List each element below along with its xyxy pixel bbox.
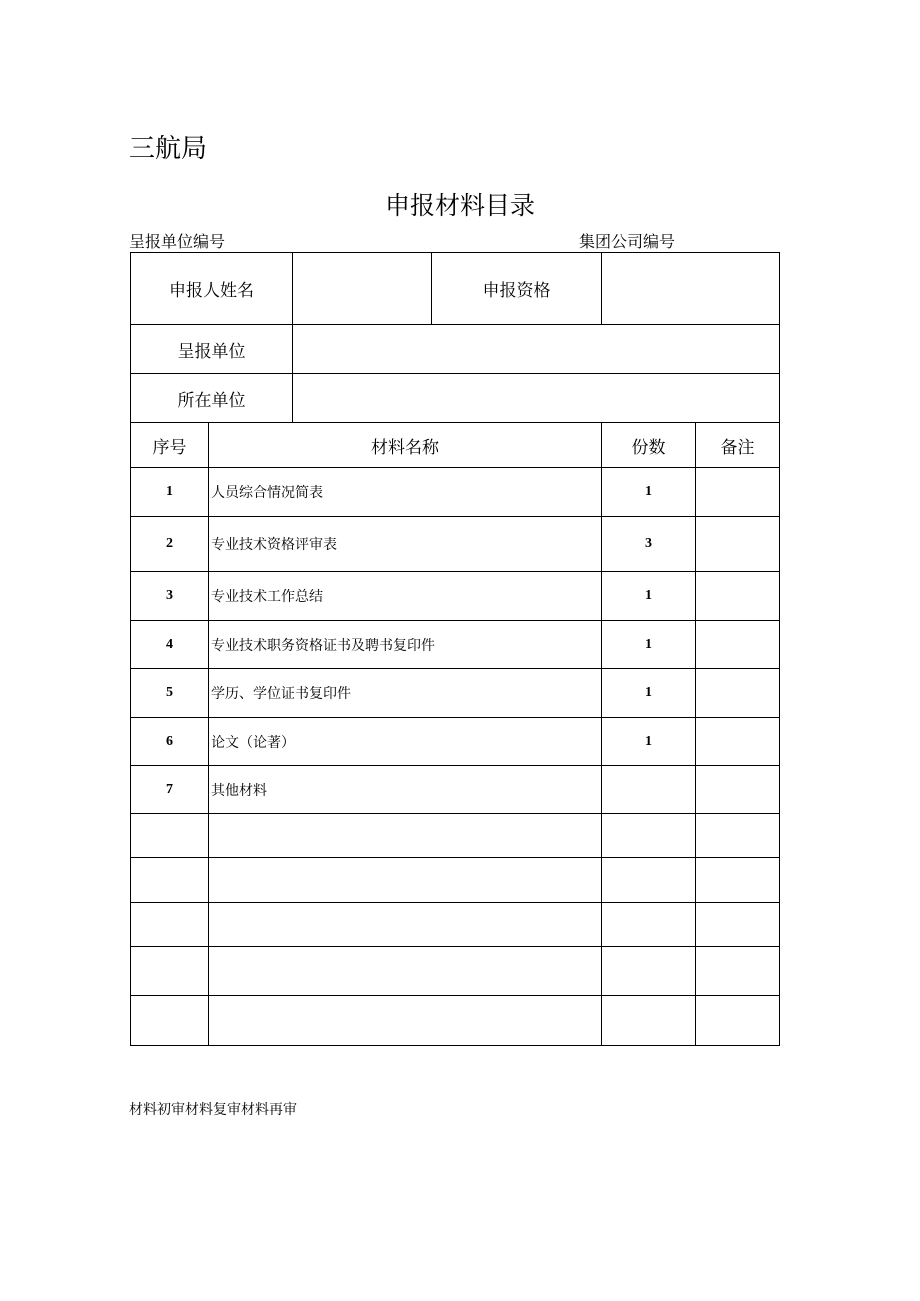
row-seq[interactable]	[131, 947, 208, 995]
review-footer-text: 材料初审材料复审材料再审	[129, 1102, 297, 1118]
row-copies[interactable]	[602, 996, 695, 1045]
row-seq: 6	[166, 733, 173, 749]
row-seq[interactable]	[131, 996, 208, 1045]
row-remark[interactable]	[696, 903, 779, 946]
row-remark[interactable]	[696, 572, 779, 620]
row-remark[interactable]	[696, 947, 779, 995]
row-material-name[interactable]	[209, 903, 601, 946]
row-remark[interactable]	[696, 858, 779, 902]
row-material-name: 其他材料	[211, 782, 267, 799]
qualification-label: 申报资格	[482, 281, 551, 301]
row-copies[interactable]	[602, 814, 695, 857]
row-copies: 1	[645, 733, 652, 749]
submit-unit-label: 呈报单位	[177, 341, 246, 362]
row-copies[interactable]	[602, 903, 695, 946]
row-material-name: 专业技术资格评审表	[211, 537, 337, 553]
row-copies: 1	[645, 636, 652, 652]
row-material-name[interactable]	[209, 947, 601, 995]
row-material-name: 论文（论著）	[211, 734, 295, 751]
document-title: 申报材料目录	[384, 191, 535, 220]
row-remark[interactable]	[696, 718, 779, 765]
applicant-name-label: 申报人姓名	[169, 281, 254, 301]
row-remark[interactable]	[696, 517, 779, 571]
row-remark[interactable]	[696, 814, 779, 857]
row-material-name: 专业技术职务资格证书及聘书复印件	[211, 637, 435, 654]
header-material-name: 材料名称	[371, 437, 439, 458]
row-copies	[602, 766, 695, 813]
row-copies: 1	[645, 588, 652, 603]
qualification-field[interactable]	[602, 253, 779, 324]
applicant-name-field[interactable]	[293, 253, 431, 324]
row-remark[interactable]	[696, 669, 779, 717]
group-number-label: 集团公司编号	[579, 232, 676, 251]
row-remark[interactable]	[696, 468, 779, 516]
row-material-name[interactable]	[209, 858, 601, 902]
row-remark[interactable]	[696, 621, 779, 668]
header-copies: 份数	[631, 437, 666, 458]
row-seq: 2	[166, 536, 173, 551]
row-seq: 4	[166, 636, 173, 652]
row-copies[interactable]	[602, 947, 695, 995]
row-material-name: 人员综合情况简表	[211, 485, 323, 501]
submit-unit-number-label: 呈报单位编号	[129, 232, 226, 251]
row-material-name[interactable]	[209, 814, 601, 857]
row-seq[interactable]	[131, 814, 208, 857]
work-unit-label: 所在单位	[177, 390, 246, 411]
row-seq: 1	[166, 484, 173, 499]
row-material-name: 学历、学位证书复印件	[211, 686, 351, 702]
submit-unit-field[interactable]	[293, 325, 779, 373]
row-copies: 1	[645, 685, 652, 700]
row-copies: 1	[645, 484, 652, 499]
row-copies[interactable]	[602, 858, 695, 902]
work-unit-field[interactable]	[293, 374, 779, 422]
header-seq: 序号	[152, 437, 187, 458]
row-seq: 3	[166, 588, 173, 603]
row-material-name: 专业技术工作总结	[211, 589, 323, 605]
row-seq: 7	[166, 781, 173, 797]
row-remark[interactable]	[696, 996, 779, 1045]
row-material-name[interactable]	[209, 996, 601, 1045]
row-seq[interactable]	[131, 858, 208, 902]
row-seq[interactable]	[131, 903, 208, 946]
row-remark[interactable]	[696, 766, 779, 813]
header-remark: 备注	[720, 437, 755, 458]
row-copies: 3	[645, 536, 652, 551]
row-seq: 5	[166, 685, 173, 700]
organization-name: 三航局	[129, 134, 208, 164]
